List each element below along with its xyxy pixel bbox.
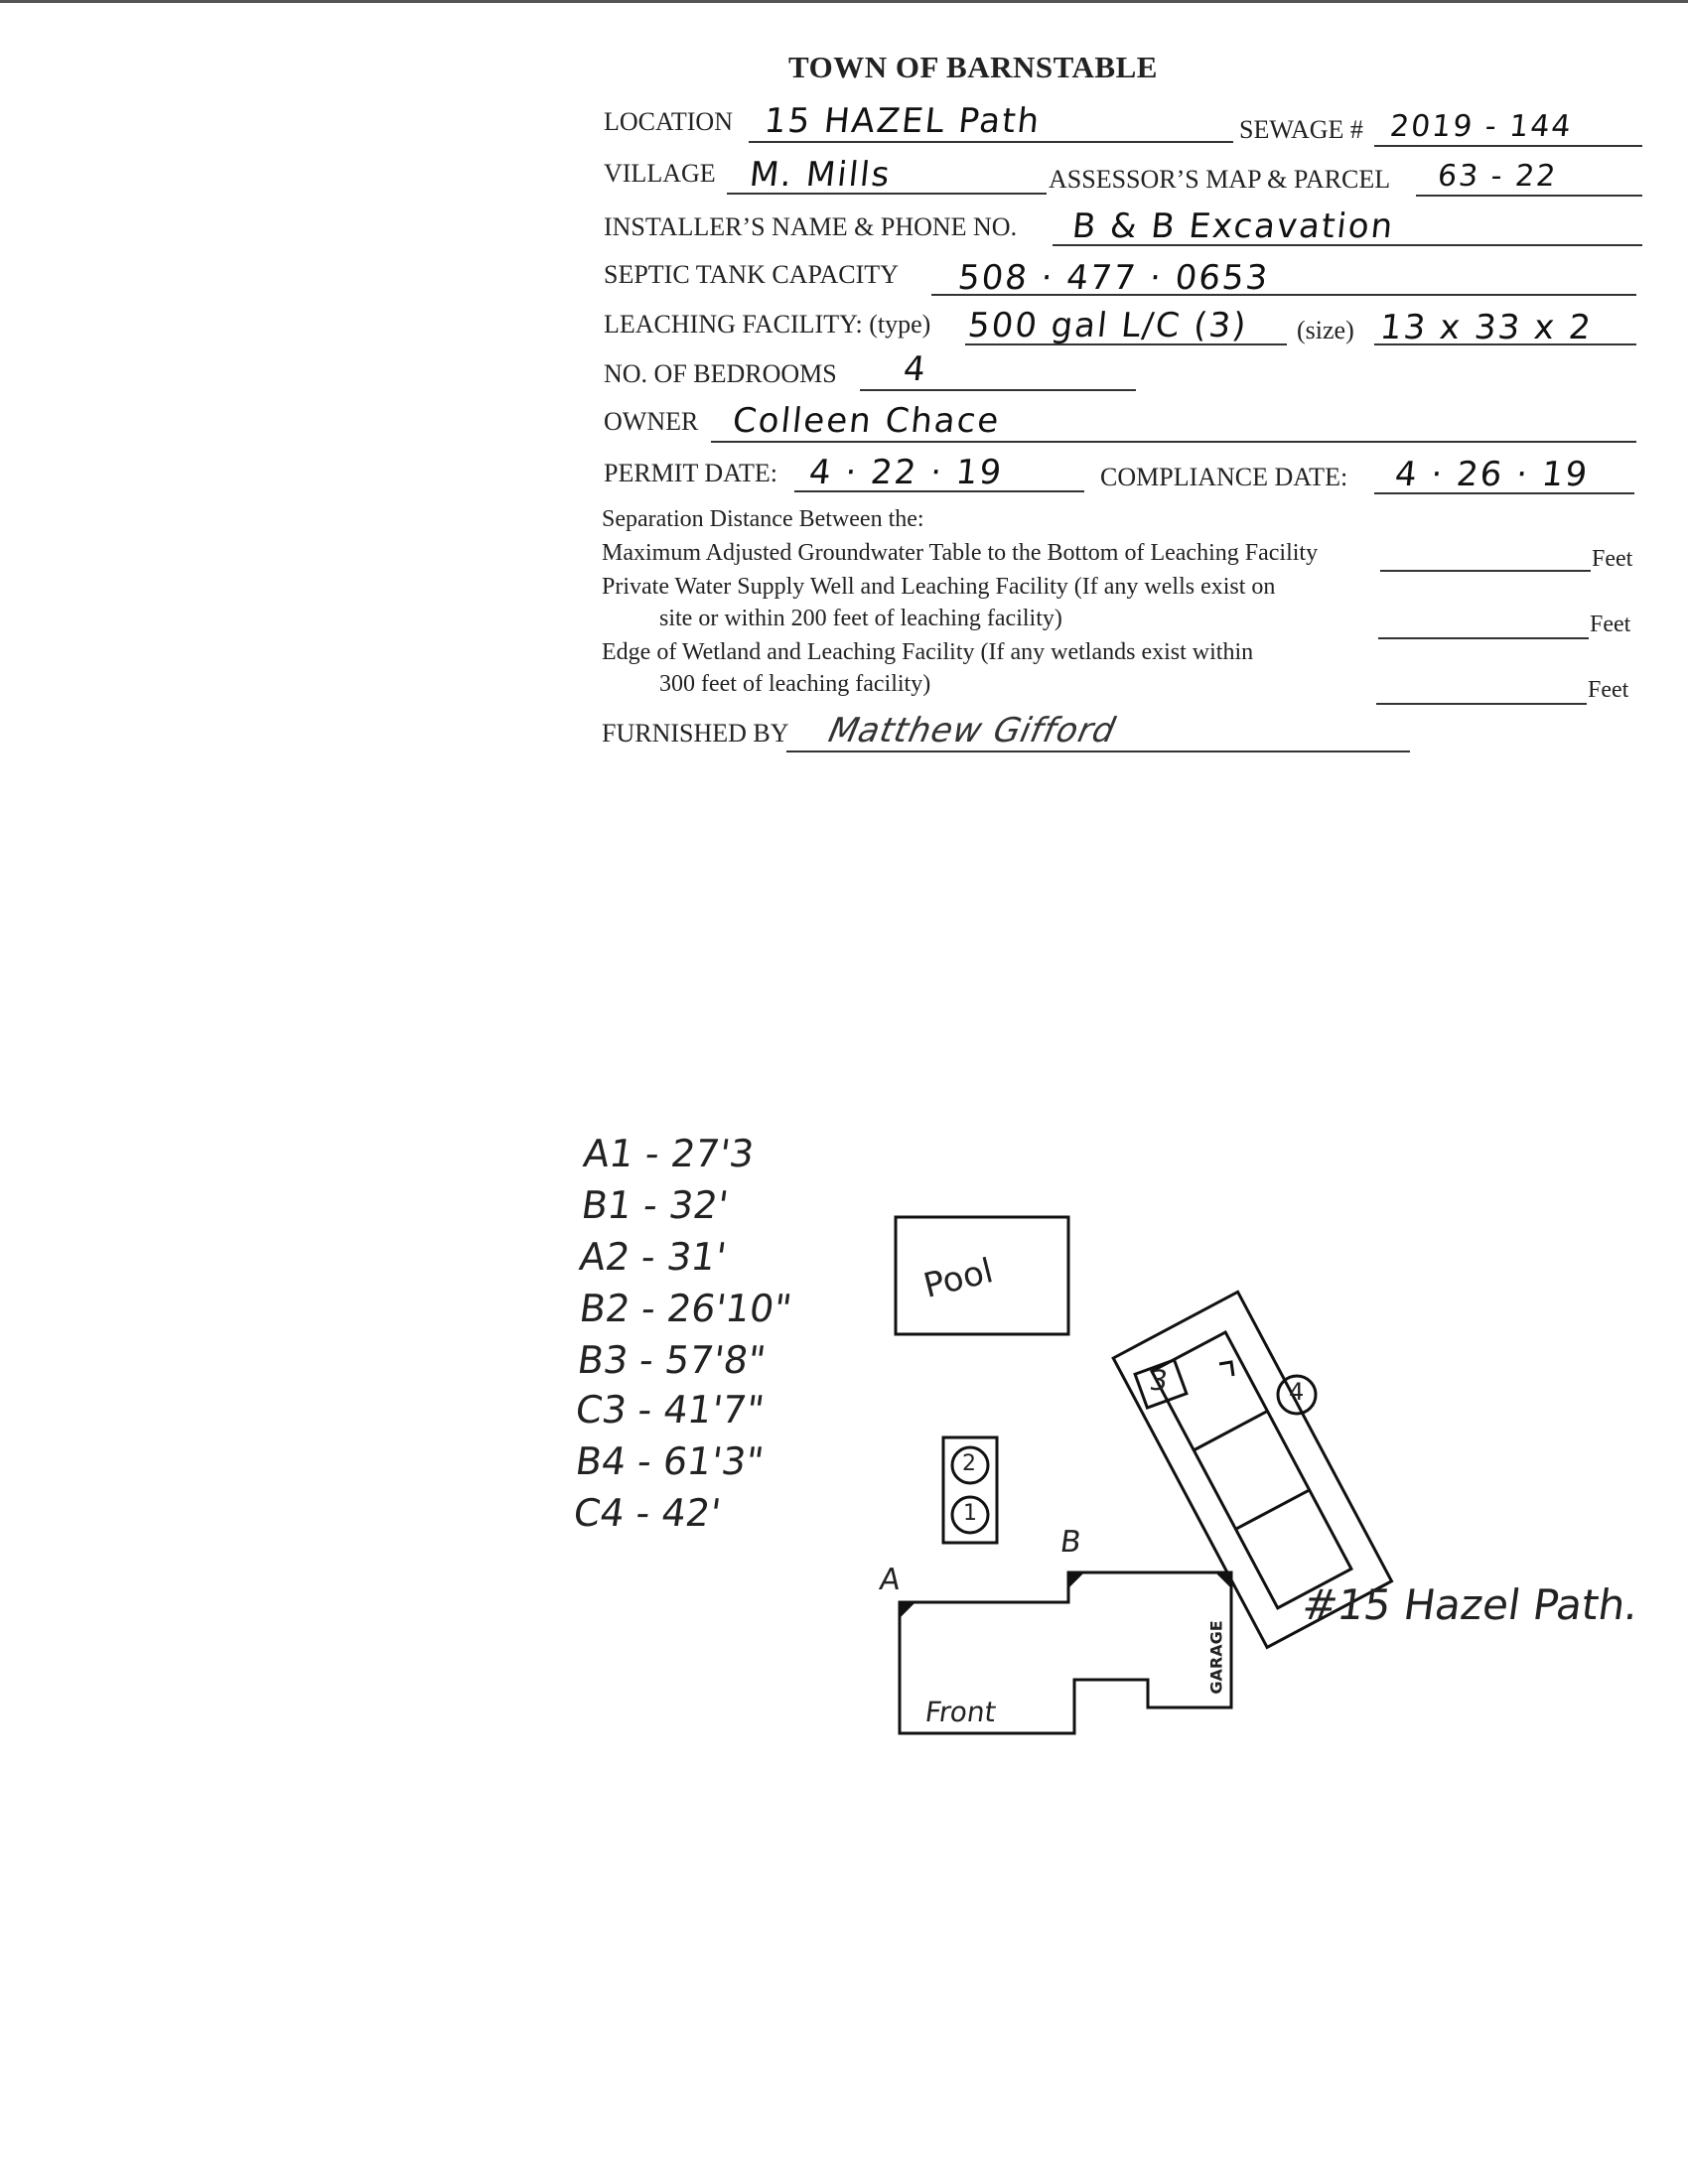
separation-wetland-line1: Edge of Wetland and Leaching Facility (If any wetlands exist within [602, 639, 1254, 665]
measurement-b4: B4 - 61'3" [572, 1439, 767, 1483]
tank-2-label: 2 [962, 1451, 976, 1476]
leaching-type-value: 500 gal L/C (3) [965, 306, 1250, 345]
tank-1-label: 1 [963, 1501, 977, 1526]
permit-label: PERMIT DATE: [604, 459, 778, 487]
form-title: TOWN OF BARNSTABLE [788, 50, 1158, 84]
map-parcel-label: ASSESSOR’S MAP & PARCEL [1049, 165, 1391, 194]
separation-well-line2: site or within 200 feet of leaching facility) [659, 606, 1062, 631]
leaching-chambers-outline [1152, 1332, 1351, 1608]
address-note: #15 Hazel Path. [1299, 1580, 1642, 1629]
measurement-c4: C4 - 42' [570, 1491, 724, 1535]
tank-label: SEPTIC TANK CAPACITY [604, 260, 899, 289]
wetland-feet-label: Feet [1588, 677, 1629, 703]
measurement-b2: B2 - 26'10" [576, 1287, 794, 1330]
groundwater-feet-label: Feet [1592, 546, 1633, 572]
bedrooms-label: NO. OF BEDROOMS [604, 359, 837, 388]
location-label: LOCATION [604, 107, 733, 136]
box-3-label: 3 [1147, 1364, 1171, 1397]
measurement-a2: A2 - 31' [576, 1235, 729, 1279]
signature: Matthew Gifford [820, 711, 1124, 751]
measurement-b3: B3 - 57'8" [574, 1338, 769, 1382]
compliance-label: COMPLIANCE DATE: [1100, 463, 1348, 491]
village-value: M. Mills [747, 155, 894, 195]
corner-a-label: A [877, 1563, 903, 1597]
well-feet-label: Feet [1590, 612, 1631, 637]
furnished-label: FURNISHED BY [602, 719, 789, 748]
permit-value: 4 · 22 · 19 [806, 453, 1006, 492]
measurement-a1: A1 - 27'3 [580, 1132, 758, 1175]
pool-label: Pool [919, 1251, 998, 1306]
chamber-4-label: 4 [1289, 1378, 1305, 1406]
tank-value: 508 · 477 · 0653 [955, 258, 1272, 298]
separation-wetland-line2: 300 feet of leaching facility) [659, 671, 931, 697]
front-label: Front [922, 1696, 999, 1728]
size-label: (size) [1297, 316, 1354, 344]
sewage-value: 2019 - 144 [1388, 109, 1575, 144]
leaching-label: LEACHING FACILITY: (type) [604, 310, 931, 339]
bedrooms-value: 4 [901, 349, 929, 389]
installer-label: INSTALLER’S NAME & PHONE NO. [604, 212, 1018, 241]
corner-a-marker [900, 1602, 915, 1618]
separation-well-line1: Private Water Supply Well and Leaching Facility (If any wells exist on [602, 574, 1276, 600]
map-parcel-value: 63 - 22 [1436, 159, 1560, 194]
corner-c-marker [1215, 1572, 1231, 1588]
size-value: 13 x 33 x 2 [1377, 308, 1595, 347]
measurement-c3: C3 - 41'7" [572, 1388, 768, 1432]
owner-value: Colleen Chace [730, 401, 1003, 441]
installer-value: B & B Excavation [1069, 206, 1397, 246]
separation-groundwater: Maximum Adjusted Groundwater Table to the Bottom of Leaching Facility [602, 540, 1319, 566]
owner-label: OWNER [604, 407, 699, 436]
village-label: VILLAGE [604, 159, 716, 188]
garage-label: GARAGE [1206, 1620, 1226, 1695]
location-value: 15 HAZEL Path [762, 101, 1044, 141]
corner-b-label: B [1057, 1525, 1084, 1560]
separation-heading: Separation Distance Between the: [602, 506, 924, 532]
measurement-b1: B1 - 32' [578, 1183, 732, 1227]
pipe-mark [1219, 1362, 1233, 1376]
compliance-value: 4 · 26 · 19 [1392, 455, 1592, 494]
sewage-label: SEWAGE # [1239, 115, 1363, 144]
corner-b-marker [1068, 1572, 1084, 1588]
